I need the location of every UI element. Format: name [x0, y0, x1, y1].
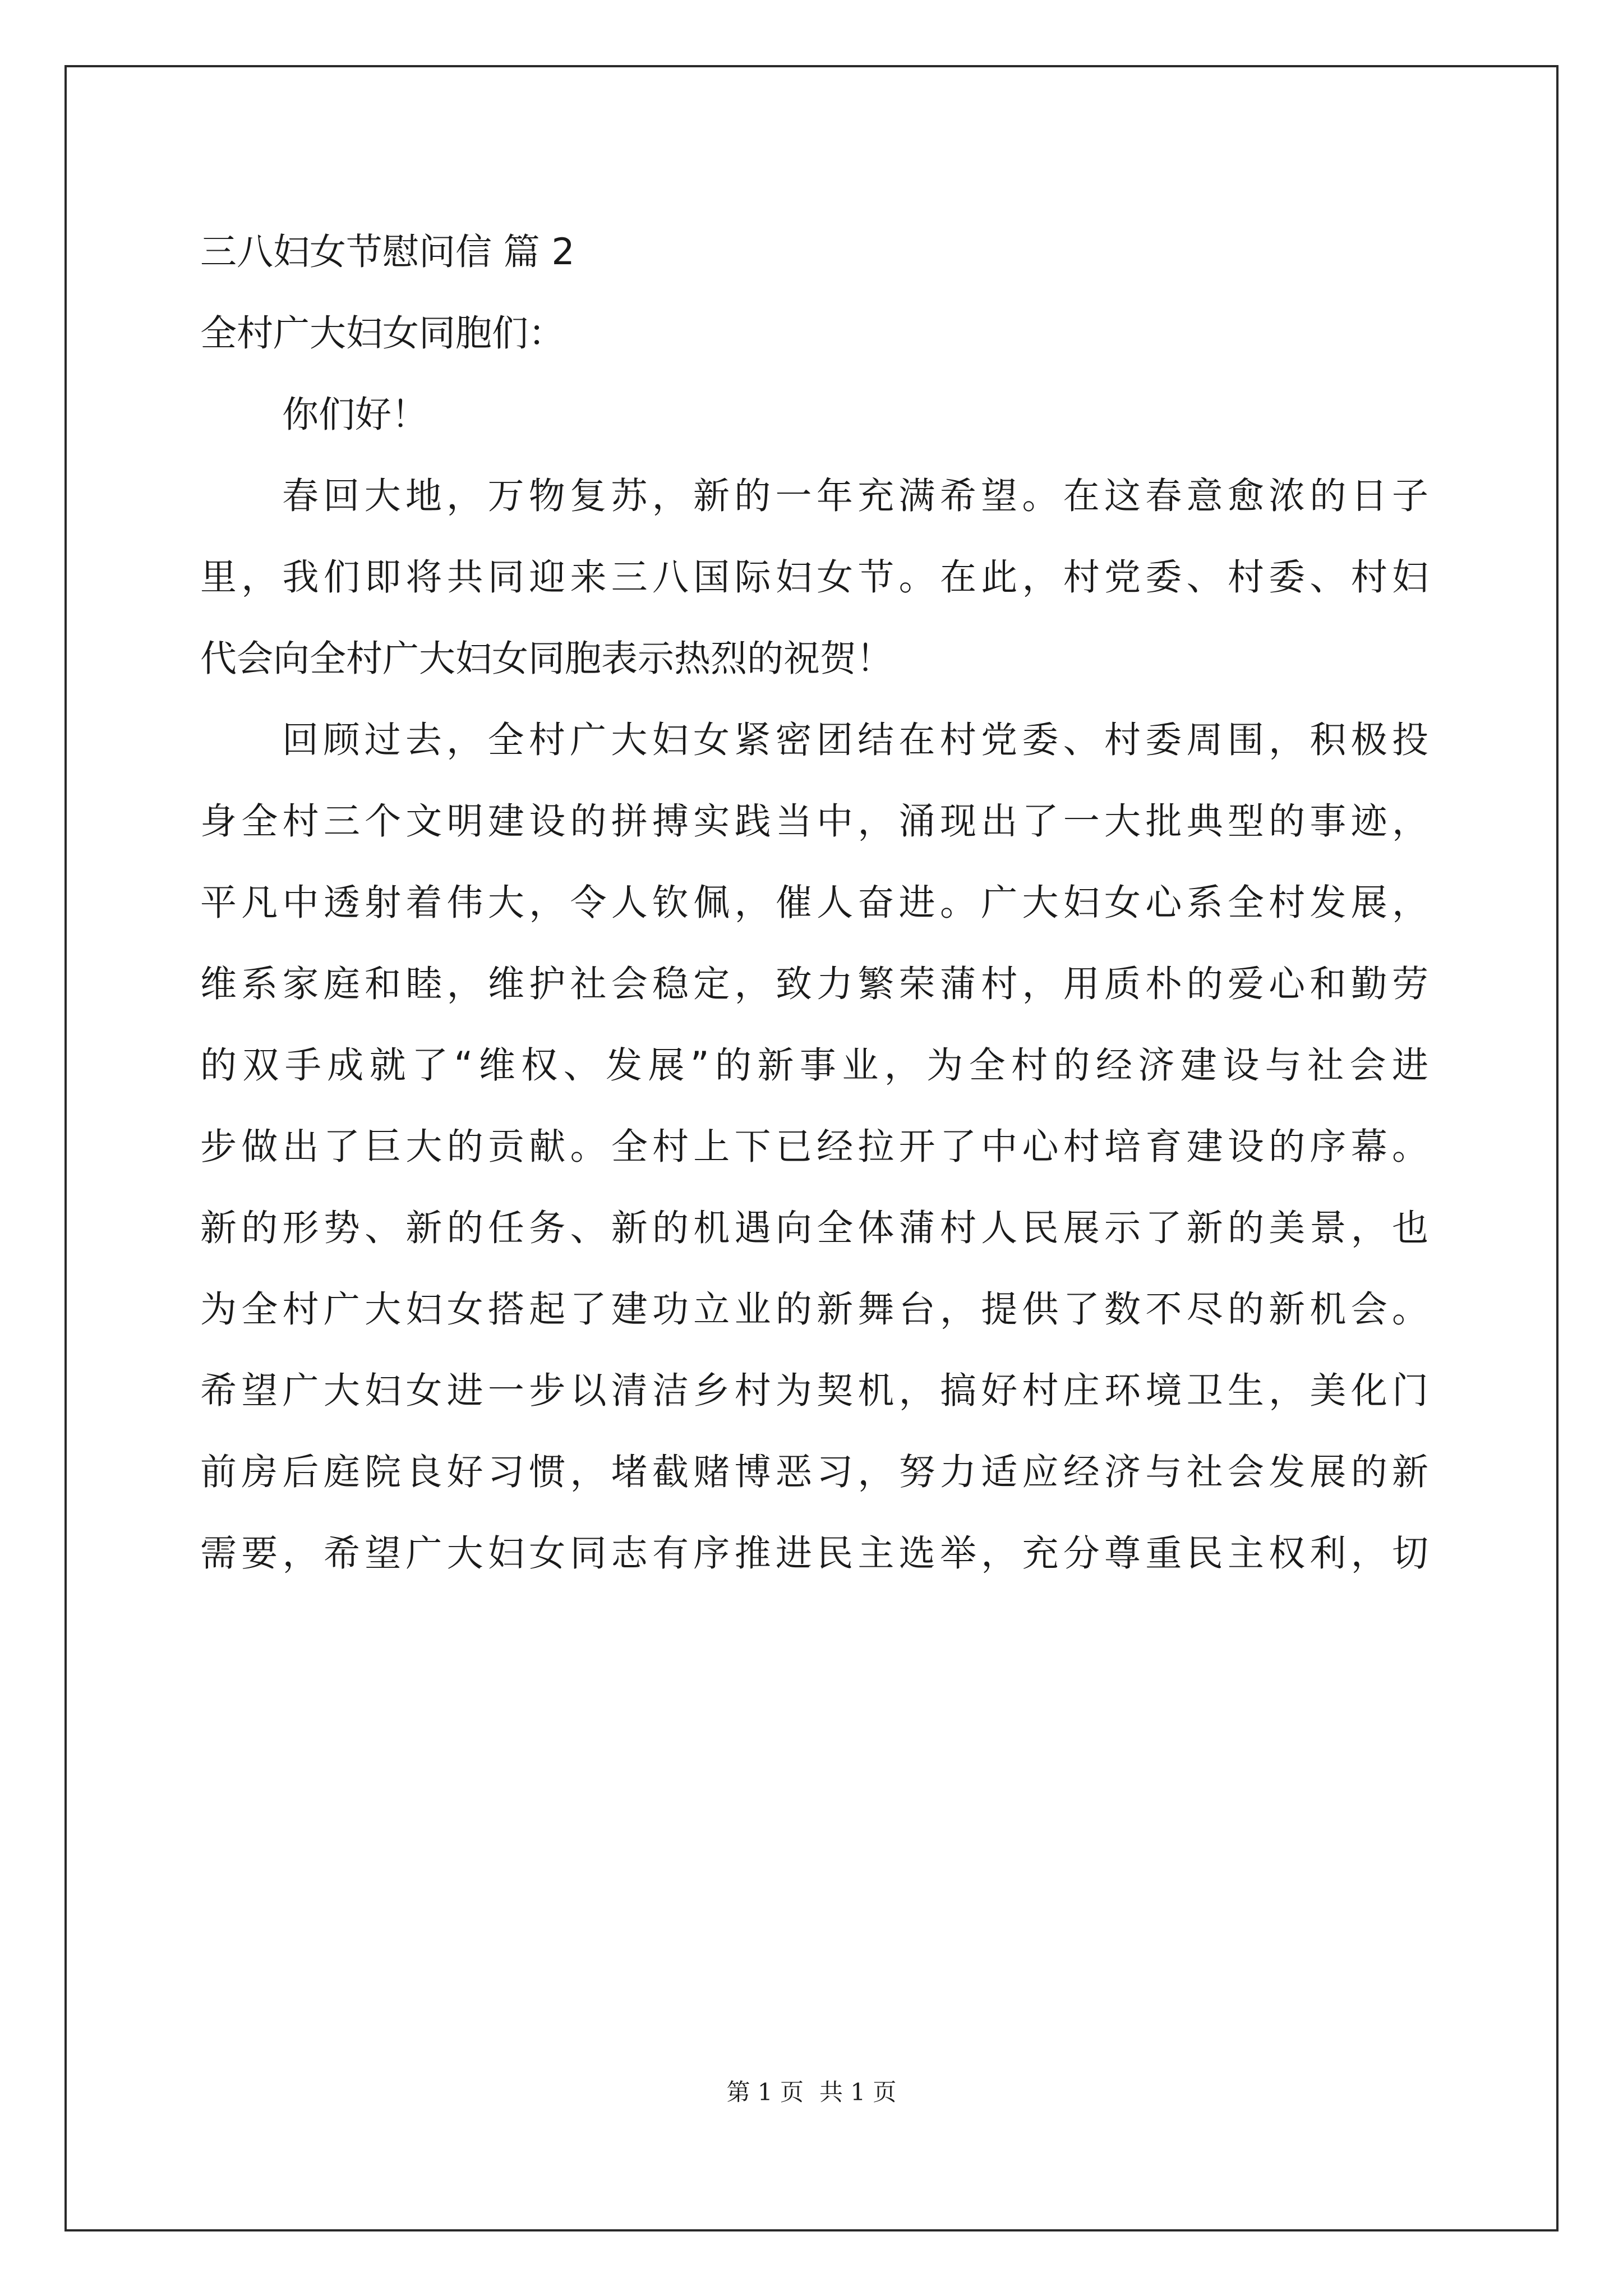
body-line: 里，我们即将共同迎来三八国际妇女节。在此，村党委、村委、村妇 [200, 556, 1428, 599]
document-title: 三八妇女节慰问信 篇 2 [200, 231, 575, 273]
salutation: 全村广大妇女同胞们： [200, 312, 565, 355]
body-line: 代会向全村广大妇女同胞表示热烈的祝贺！ [200, 638, 893, 680]
page-number-current: 第 1 页 [726, 2078, 804, 2106]
body-line: 为全村广大妇女搭起了建功立业的新舞台，提供了数不尽的新机会。 [200, 1289, 1428, 1331]
body-line: 步做出了巨大的贡献。全村上下已经拉开了中心村培育建设的序幕。 [200, 1126, 1428, 1168]
body-line: 需要，希望广大妇女同志有序推进民主选举，充分尊重民主权利，切 [200, 1533, 1428, 1575]
body-line: 春回大地，万物复苏，新的一年充满希望。在这春意愈浓的日子 [282, 475, 1428, 517]
greeting: 你们好！ [282, 394, 428, 436]
body-line: 前房后庭院良好习惯，堵截赌博恶习，努力适应经济与社会发展的新 [200, 1451, 1428, 1493]
page-footer [0, 2076, 1623, 2109]
body-line: 的双手成就了“维权、发展”的新事业，为全村的经济建设与社会进 [200, 1045, 1428, 1087]
body-line: 维系家庭和睦，维护社会稳定，致力繁荣蒲村，用质朴的爱心和勤劳 [200, 963, 1428, 1005]
body-line: 回顾过去，全村广大妇女紧密团结在村党委、村委周围，积极投 [282, 719, 1428, 761]
body-line: 平凡中透射着伟大，令人钦佩，催人奋进。广大妇女心系全村发展， [200, 882, 1428, 924]
body-line: 希望广大妇女进一步以清洁乡村为契机，搞好村庄环境卫生，美化门 [200, 1370, 1428, 1412]
body-line: 新的形势、新的任务、新的机遇向全体蒲村人民展示了新的美景，也 [200, 1207, 1428, 1249]
body-line: 身全村三个文明建设的拼搏实践当中，涌现出了一大批典型的事迹， [200, 800, 1428, 843]
page-number-total: 共 1 页 [819, 2078, 897, 2106]
